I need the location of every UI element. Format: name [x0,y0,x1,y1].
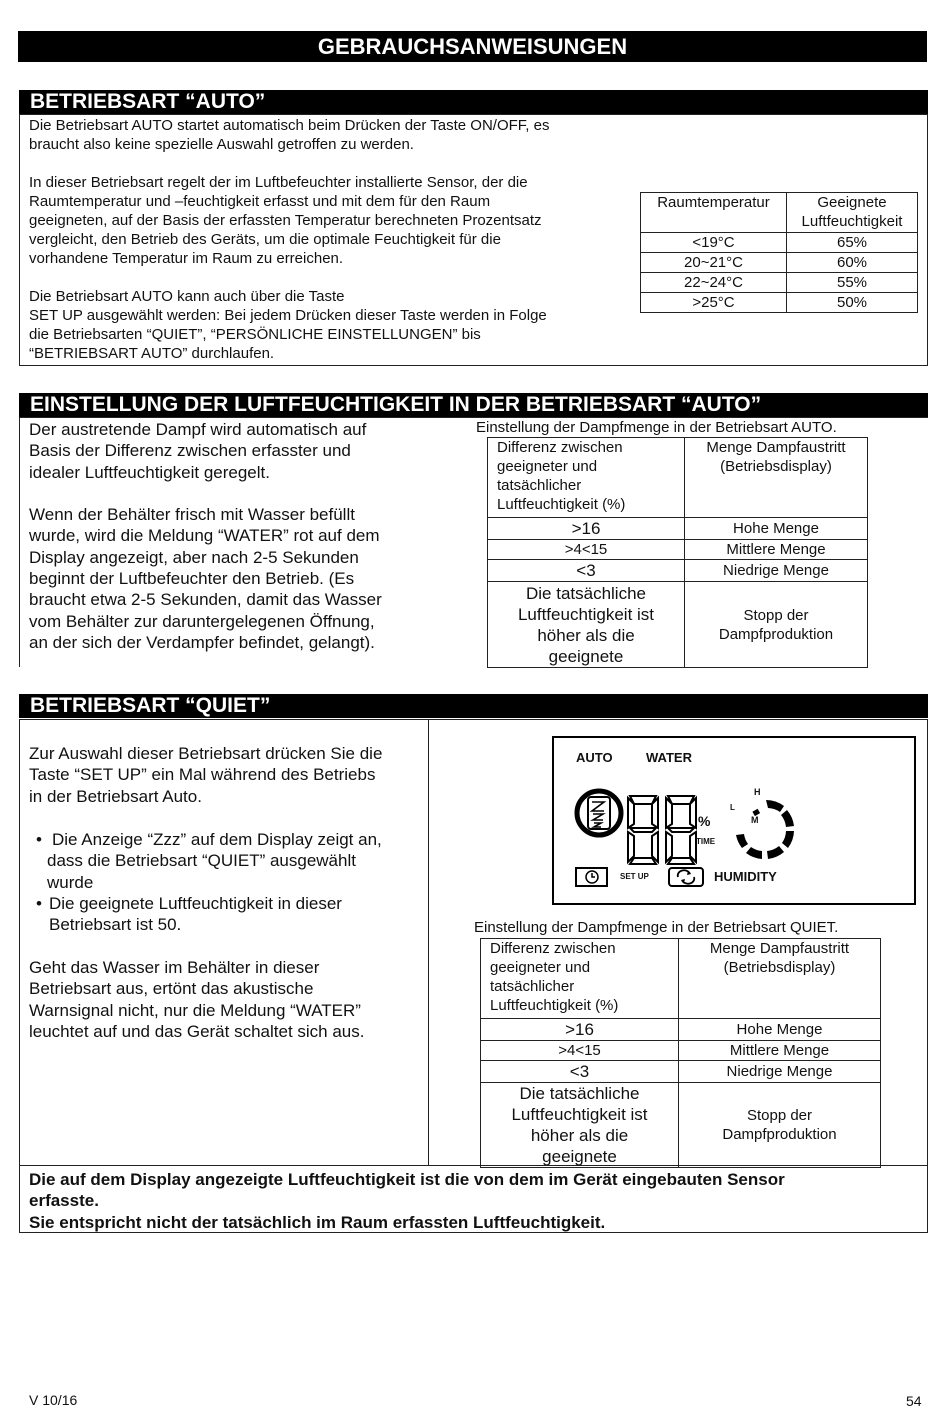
display-h-label: H [754,787,761,797]
table-row [488,560,868,582]
table-cell: <3 [481,1061,679,1083]
quiet-bullet-list [32,829,382,935]
table-row [641,233,918,253]
display-note [29,1169,785,1233]
text-line: erfasste. [29,1191,99,1211]
auto-description [29,116,549,363]
humidity-ring-icon [736,800,794,859]
cycle-arrows-icon [669,868,703,886]
table-cell: >4<15 [488,540,685,560]
display-water-label: WATER [646,750,692,765]
table-cell: >16 [481,1019,679,1041]
table-cell: Stopp der Dampfproduktion [685,582,868,668]
text-line: Die Anzeige “Zzz” auf dem Display zeigt an, [52,830,382,849]
display-auto-label: AUTO [576,750,613,765]
steam-table-quiet [480,938,881,1168]
text-line: Wenn der Behälter frisch mit Wasser befüllt [29,505,355,525]
text-line: braucht etwa 2-5 Sekunden, damit das Wasser [29,590,382,610]
text-line: In dieser Betriebsart regelt der im Luftbefeuchter installierte Sensor, der die [29,174,528,191]
section-title-auto: BETRIEBSART “AUTO” [19,90,928,114]
text-line: Display angezeigt, aber nach 2-5 Sekunden [29,547,359,567]
table-cell: Hohe Menge [679,1019,881,1041]
text-line: Betriebsart ist 50. [49,915,182,935]
text-line: Die Betriebsart AUTO startet automatisch beim Drücken der Taste ON/OFF, es [29,117,550,134]
text-line: dass die Betriebsart “QUIET” ausgewählt [47,851,356,871]
page-title: GEBRAUCHSANWEISUNGEN [18,31,927,62]
text-line: SET UP ausgewählt werden: Bei jedem Drücken dieser Taste werden in Folge [29,307,547,324]
table-cell: <3 [488,560,685,582]
list-item [32,893,382,936]
page-number: 54 [906,1393,922,1409]
table-row [481,1041,881,1061]
quiet-intro [29,743,382,807]
table-header: Menge Dampfaustritt (Betriebsdisplay) [679,939,881,1019]
quiet-zzz-icon [577,791,621,835]
display-time-label: TIME [696,837,716,846]
table-header: Differenz zwischen geeigneter und tatsächlicher Luftfeuchtigkeit (%) [481,939,679,1019]
display-m-label: M [751,815,759,825]
text-line: vorhandene Temperatur im Raum zu erreichen. [29,250,344,267]
section-title-quiet: BETRIEBSART “QUIET” [19,694,928,718]
text-line: Warnsignal nicht, nur die Meldung “WATER” [29,1000,361,1020]
table-header: Geeignete Luftfeuchtigkeit [787,193,918,233]
steam-table-auto [487,437,868,668]
table-cell: >4<15 [481,1041,679,1061]
table-caption-quiet: Einstellung der Dampfmenge in der Betriebsart QUIET. [474,919,839,936]
text-line: leuchtet auf und das Gerät schaltet sich aus. [29,1021,365,1041]
table-row [481,1083,881,1168]
table-caption-auto: Einstellung der Dampfmenge in der Betriebsart AUTO. [476,419,837,436]
table-row [641,273,918,293]
list-item [32,829,382,893]
table-row [641,253,918,273]
temperature-humidity-table [640,192,918,313]
bullet-icon: • [36,830,42,849]
table-row [481,1061,881,1083]
text-line: Sie entspricht nicht der tatsächlich im Raum erfassten Luftfeuchtigkeit. [29,1212,606,1232]
text-line: an der sich der Verdampfer befindet, gelangt). [29,632,375,652]
display-setup-label: SET UP [620,872,649,881]
text-line: vom Behälter zur daruntergelegenen Öffnung, [29,611,375,631]
lcd-display-illustration [552,736,916,905]
text-line: braucht also keine spezielle Auswahl getroffen zu werden. [29,136,414,153]
display-humidity-label: HUMIDITY [714,869,777,884]
table-header: Differenz zwischen geeigneter und tatsächlicher Luftfeuchtigkeit (%) [488,438,685,518]
table-row [641,293,918,313]
version-label: V 10/16 [29,1392,78,1408]
table-cell: 55% [787,273,918,293]
text-line: wurde [47,872,94,892]
text-line: Die auf dem Display angezeigte Luftfeuchtigkeit ist die von dem im Gerät eingebauten Sensor [29,1170,785,1189]
table-header: Raumtemperatur [641,193,787,233]
table-cell: Mittlere Menge [685,540,868,560]
table-cell: 60% [787,253,918,273]
text-line: Betriebsart aus, ertönt das akustische [29,979,314,999]
display-percent-label: % [698,813,711,829]
table-header: Menge Dampfaustritt (Betriebsdisplay) [685,438,868,518]
column-divider [428,719,429,1165]
text-line: Basis der Differenz zwischen erfasster und [29,441,351,461]
table-cell: 22~24°C [641,273,787,293]
table-cell: <19°C [641,233,787,253]
timer-clock-icon [576,868,607,886]
table-cell: Mittlere Menge [679,1041,881,1061]
text-line: Raumtemperatur und –feuchtigkeit erfasst und mit dem für den Raum [29,193,491,210]
table-row [481,1019,881,1041]
table-cell: Die tatsächliche Luftfeuchtigkeit ist höher als die geeignete [488,582,685,668]
table-cell: Hohe Menge [685,518,868,540]
digit-display [628,796,696,864]
text-line: “BETRIEBSART AUTO” durchlaufen. [29,345,275,362]
text-line: idealer Luftfeuchtigkeit geregelt. [29,462,270,482]
bullet-icon: • [36,893,42,913]
table-row [488,582,868,668]
text-line: Taste “SET UP” ein Mal während des Betriebs [29,765,376,785]
table-cell: Die tatsächliche Luftfeuchtigkeit ist höher als die geeignete [481,1083,679,1168]
text-line: Der austretende Dampf wird automatisch auf [29,420,367,439]
text-line: beginnt der Luftbefeuchter den Betrieb. (Es [29,569,355,589]
table-cell: Niedrige Menge [679,1061,881,1083]
text-line: vergleicht, den Betrieb des Geräts, um die optimale Feuchtigkeit für die [29,231,501,248]
text-line: Zur Auswahl dieser Betriebsart drücken Sie die [29,744,383,763]
table-row [488,518,868,540]
table-cell: >16 [488,518,685,540]
humidity-description [29,419,382,653]
table-cell: Niedrige Menge [685,560,868,582]
text-line: die Betriebsarten “QUIET”, “PERSÖNLICHE EINSTELLUNGEN” bis [29,326,481,343]
quiet-outro [29,957,364,1042]
table-cell: 50% [787,293,918,313]
text-line: wurde, wird die Meldung “WATER” rot auf dem [29,526,380,546]
display-l-label: L [730,803,735,812]
table-cell: >25°C [641,293,787,313]
text-line: Geht das Wasser im Behälter in dieser [29,958,320,977]
text-line: geeigneten, auf der Basis der erfassten Temperatur berechneten Prozentsatz [29,212,542,229]
text-line: Die geeignete Luftfeuchtigkeit in dieser [49,893,342,913]
table-cell: 65% [787,233,918,253]
section-title-humidity: EINSTELLUNG DER LUFTFEUCHTIGKEIT IN DER BETRIEBSART “AUTO” [19,393,928,417]
text-line: Die Betriebsart AUTO kann auch über die Taste [29,288,345,305]
table-cell: 20~21°C [641,253,787,273]
table-cell: Stopp der Dampfproduktion [679,1083,881,1168]
table-row [488,540,868,560]
text-line: in der Betriebsart Auto. [29,786,202,806]
